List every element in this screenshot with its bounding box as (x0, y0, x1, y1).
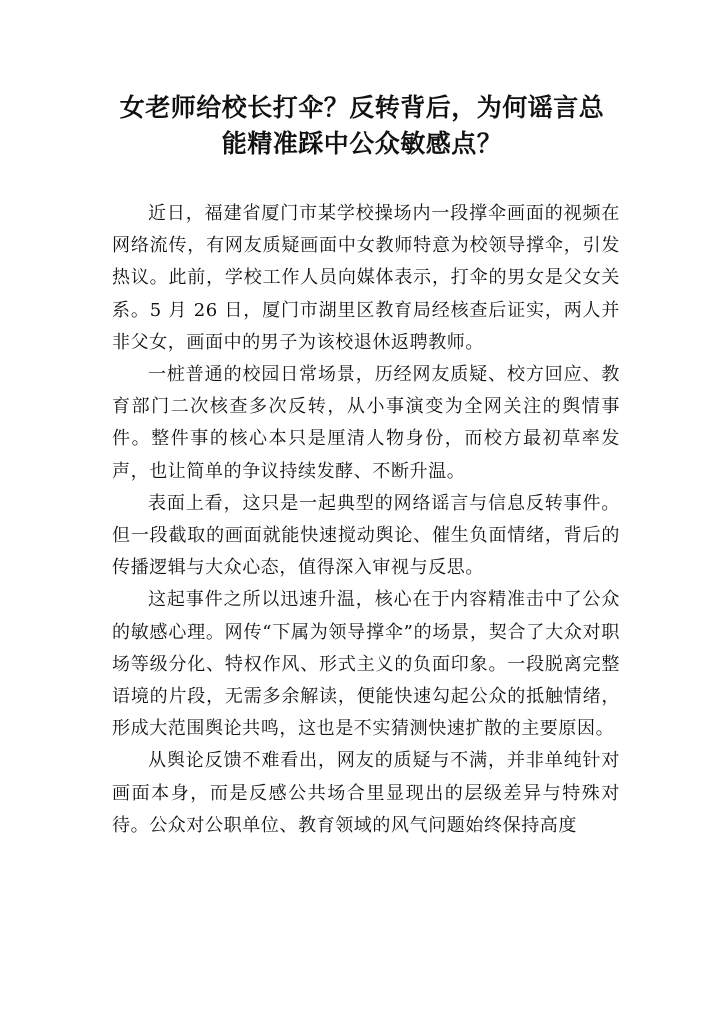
body-paragraph: 从舆论反馈不难看出，网友的质疑与不满，并非单纯针对画面本身，而是反感公共场合里显现出的层级差异与特殊对待。公众对公职单位、教育领域的风气问题始终保持高度 (112, 750, 620, 836)
article-title (104, 90, 620, 162)
body-paragraph: 表面上看，这只是一起典型的网络谣言与信息反转事件。但一段截取的画面就能快速搅动舆论、催生负面情绪，背后的传播逻辑与大众心态，值得深入审视与反思。 (112, 492, 620, 579)
body-paragraph: 这起事件之所以迅速升温，核心在于内容精准击中了公众的敏感心理。网传“下属为领导撑伞”的场景，契合了大众对职场等级分化、特权作风、形式主义的负面印象。一段脱离完整语境的片段，无需多余解读，便能快速勾起公众的抵触情绪，形成大范围舆论共鸣，这也是不实猜测快速扩散的主要原因。 (112, 589, 620, 740)
title-line: 能精准踩中公众敏感点？ (221, 129, 503, 158)
title-line: 女老师给校长打伞？反转背后，为何谣言总 (119, 93, 605, 122)
article-body (112, 198, 620, 842)
body-paragraph: 一桩普通的校园日常场景，历经网友质疑、校方回应、教育部门二次核查多次反转，从小事演变为全网关注的舆情事件。整件事的核心本只是厘清人物身份，而校方最初草率发声，也让简单的争议持续发酵、不断升温。 (112, 364, 620, 482)
body-paragraph: 近日，福建省厦门市某学校操场内一段撑伞画面的视频在网络流传，有网友质疑画面中女教师特意为校领导撑伞，引发热议。此前，学校工作人员向媒体表示，打伞的男女是父女关系。5 月 26 日，厦门市湖里区教育局经核查后证实，两人并非父女，画面中的男子为该校退休返聘教师。 (112, 203, 620, 353)
